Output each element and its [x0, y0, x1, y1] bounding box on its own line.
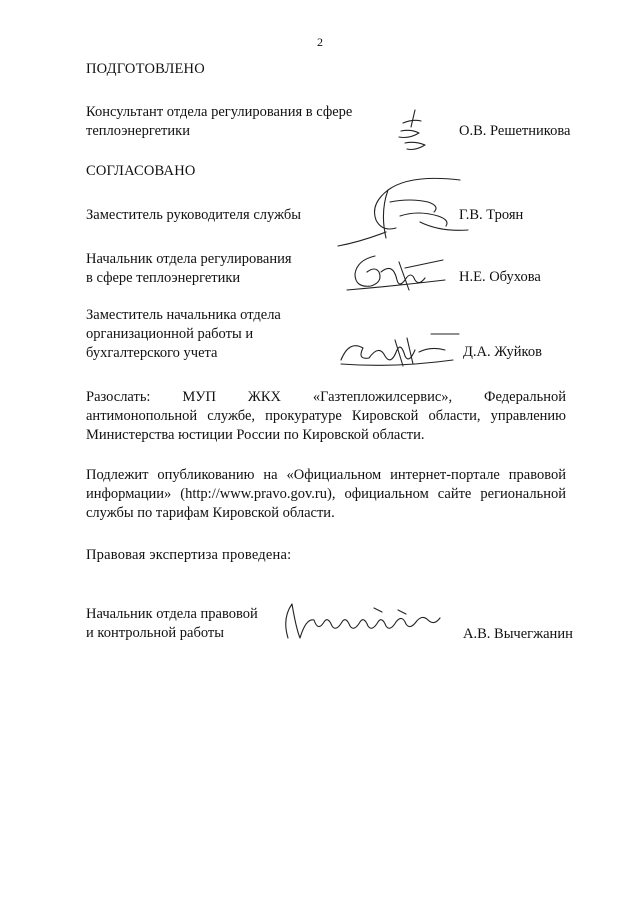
legal-review-signer-name: А.В. Вычегжанин — [463, 626, 573, 642]
prepared-heading: ПОДГОТОВЛЕНО — [86, 61, 205, 77]
legal-review-text: Правовая экспертиза проведена: — [86, 547, 292, 563]
page-number: 2 — [317, 35, 323, 49]
publication-paragraph: Подлежит опубликованию на «Официальном интернет-портале правовой информации» (http://www.pravo.gov.ru), официальном сайте региональной службы по тарифам Кировской области. — [86, 467, 566, 521]
agreed-signer-name: Н.Е. Обухова — [459, 269, 541, 285]
agreed-signer-post-line: Заместитель руководителя службы — [86, 207, 302, 223]
signature-zhuikov — [335, 330, 465, 370]
agreed-signer-post-line: Начальник отдела регулирования — [86, 251, 292, 267]
signature-vychegzhanin — [278, 598, 448, 648]
agreed-heading: СОГЛАСОВАНО — [86, 163, 196, 179]
agreed-signer-post-line: бухгалтерского учета — [86, 345, 218, 361]
prepared-signer-name: О.В. Решетникова — [459, 123, 571, 139]
legal-review-post-line: Начальник отдела правовой — [86, 606, 258, 622]
agreed-signer-post-line: организационной работы и — [86, 326, 254, 342]
distribution-paragraph: Разослать: МУП ЖКХ «Газтепложилсервис», Федеральной антимонопольной службе, прокуратуре Кировской области, управлению Министерства юстиции России по Кировской области. — [86, 389, 566, 443]
signature-obukhova — [345, 250, 455, 295]
agreed-signer-post-line: в сфере теплоэнергетики — [86, 270, 241, 286]
agreed-signer-post-line: Заместитель начальника отдела — [86, 307, 281, 323]
prepared-post — [86, 103, 376, 141]
prepared-post-line: теплоэнергетики — [86, 123, 190, 139]
agreed-signer-name: Д.А. Жуйков — [463, 344, 542, 360]
agreed-signer-post — [86, 250, 376, 288]
agreed-signer-name: Г.В. Троян — [459, 207, 524, 223]
signature-reshetnikova — [385, 105, 445, 160]
legal-review-post-line: и контрольной работы — [86, 625, 224, 641]
prepared-post-line: Консультант отдела регулирования в сфере — [86, 104, 353, 120]
agreed-signer-post — [86, 306, 376, 363]
signature-troyan — [330, 172, 480, 252]
